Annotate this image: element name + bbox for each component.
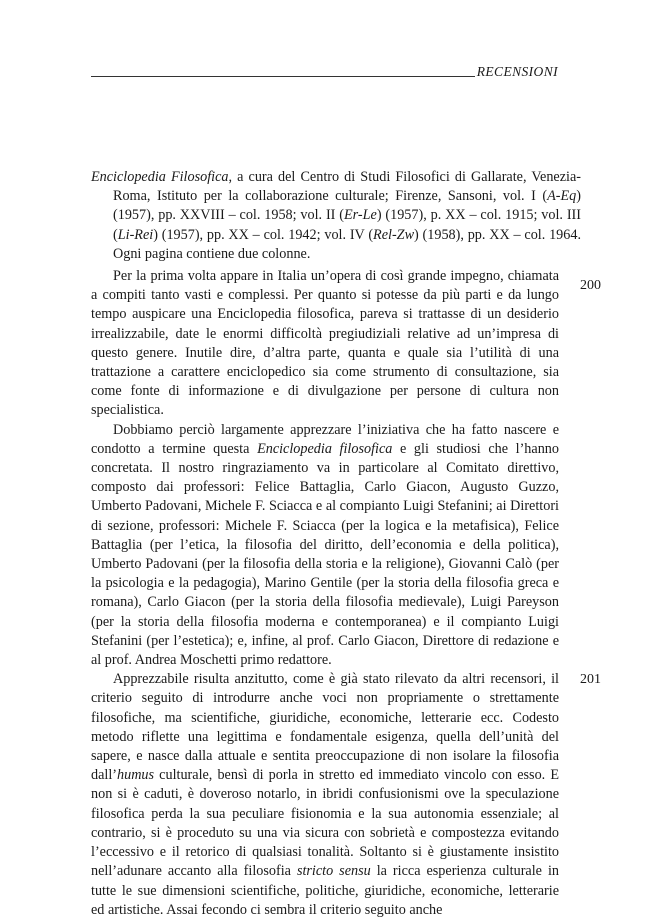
volume-range: A-Eq (547, 188, 577, 205)
margin-page-number: 200 (580, 278, 601, 293)
entry-text: ) (1957), pp. XX – col. 1942; vol. IV ( (153, 226, 374, 243)
italic-term: Enciclopedia filosofica (257, 440, 393, 457)
section-title: RECENSIONI (476, 64, 558, 79)
entry-text: , a cura del Centro di Studi Filosofici di Gallarate, Venezia-Roma, Istituto per la collaborazione culturale; Firenze, Sansoni, vol. I ( (113, 169, 581, 205)
entry-text: ) (1957), p. XX – col. 1915; vol. III ( (113, 207, 582, 243)
work-title: Enciclopedia Filosofica (91, 169, 229, 185)
running-head (91, 64, 558, 80)
volume-range: Li-Rei (117, 226, 154, 243)
italic-term: humus (117, 767, 155, 784)
entry-text: ) (1957), pp. XXVIII – col. 1958; vol. II ( (113, 188, 581, 224)
volume-range: Rel-Zw (373, 226, 415, 243)
paragraph (91, 670, 601, 920)
paragraph (91, 267, 601, 421)
paragraph (91, 421, 559, 671)
margin-page-number: 201 (580, 672, 601, 688)
italic-term: stricto sensu (296, 863, 371, 880)
entry-text: ) (1958), pp. XX – col. 1964. Ogni pagina contiene due colonne. (113, 226, 581, 262)
paragraph-text: Per la prima volta appare in Italia un’opera di così grande impegno, chiamata a compiti tanto vasti e complessi. Per quanto si potesse da più parti e da lungo tempo auspicare una Enciclopedia filosofica, pareva si trattasse di un desiderio irrealizzabile, date le enormi difficoltà pregiudiziali relative ad un’impresa di questo genere. Inutile dire, d’altra parte, quanta e quale sia l’utilità di una trattazione a carattere enciclopedico sia come strumento di consultazione, sia come fonte di informazione e di divulgazione per persone di cultura non specialistica. (91, 268, 559, 419)
volume-range: Er-Le (343, 207, 377, 224)
paragraph-text: e gli studiosi che l’hanno concretata. Il nostro ringraziamento va in particolare al Comitato direttivo, composto dai professori: Felice Battaglia, Carlo Giacon, Augusto Guzzo, Umberto Padovani, Michele F. Sciacca e al compianto Luigi Stefanini; ai Direttori di sezione, professori: Michele F. Sciacca (per la logica e la metafisica), Felice Battaglia (per l’etica, la filosofia del diritto, dell’economia e della politica), Umberto Padovani (per la filosofia della storia e la religione), Giovanni Calò (per la psicologia e la pedagogia), Marino Gentile (per la storia della filosofia greca e romana), Carlo Giacon (per la storia della filosofia medievale), Luigi Pareyson (per la storia della filosofia moderna e contemporanea) e il compianto Luigi Stefanini (per l’estetica); e, infine, al prof. Carlo Giacon, Direttore di redazione e al prof. Andrea Moschetti primo redattore. (91, 440, 559, 669)
paragraph-text: la ricca esperienza culturale in tutte le sue dimensioni scientifiche, politiche, giuridiche, economiche, letterarie ed artistiche. Assai fecondo ci sembra il criterio seguito anche (91, 863, 559, 918)
bibliographic-entry (91, 168, 581, 264)
paragraph-text: Apprezzabile risulta anzitutto, come è già stato rilevato da altri recensori, il criterio seguito di introdurre anche voci non propriamente o strettamente filosofiche, ma scientifiche, giuridiche, economiche, letterarie ecc. Codesto metodo riflette una legittima e fondamentale esigenza, quella dell’unità del sapere, e nasce dalla attuale e sentita preoccupazione di non isolare la filosofia dall’ (91, 671, 559, 784)
header-rule (91, 76, 475, 77)
review-body (91, 267, 601, 920)
paragraph-text: culturale, bensì di porla in stretto ed immediato vincolo con esso. E non si è caduti, è doveroso notarlo, in ibridi confusionismi ove la speculazione filosofica perda la sua peculiare fisionomia e la sua autonomia essenziale; al contrario, si è proceduto su una via sicura con sobrietà e compostezza evitando l’eccessivo e il retorico di qualsiasi tonalità. Soltanto si è giustamente insistito nell’adunare accanto alla filosofia (91, 767, 559, 880)
paragraph-text: Dobbiamo perciò largamente apprezzare l’iniziativa che ha fatto nascere e condotto a termine questa (91, 421, 559, 457)
